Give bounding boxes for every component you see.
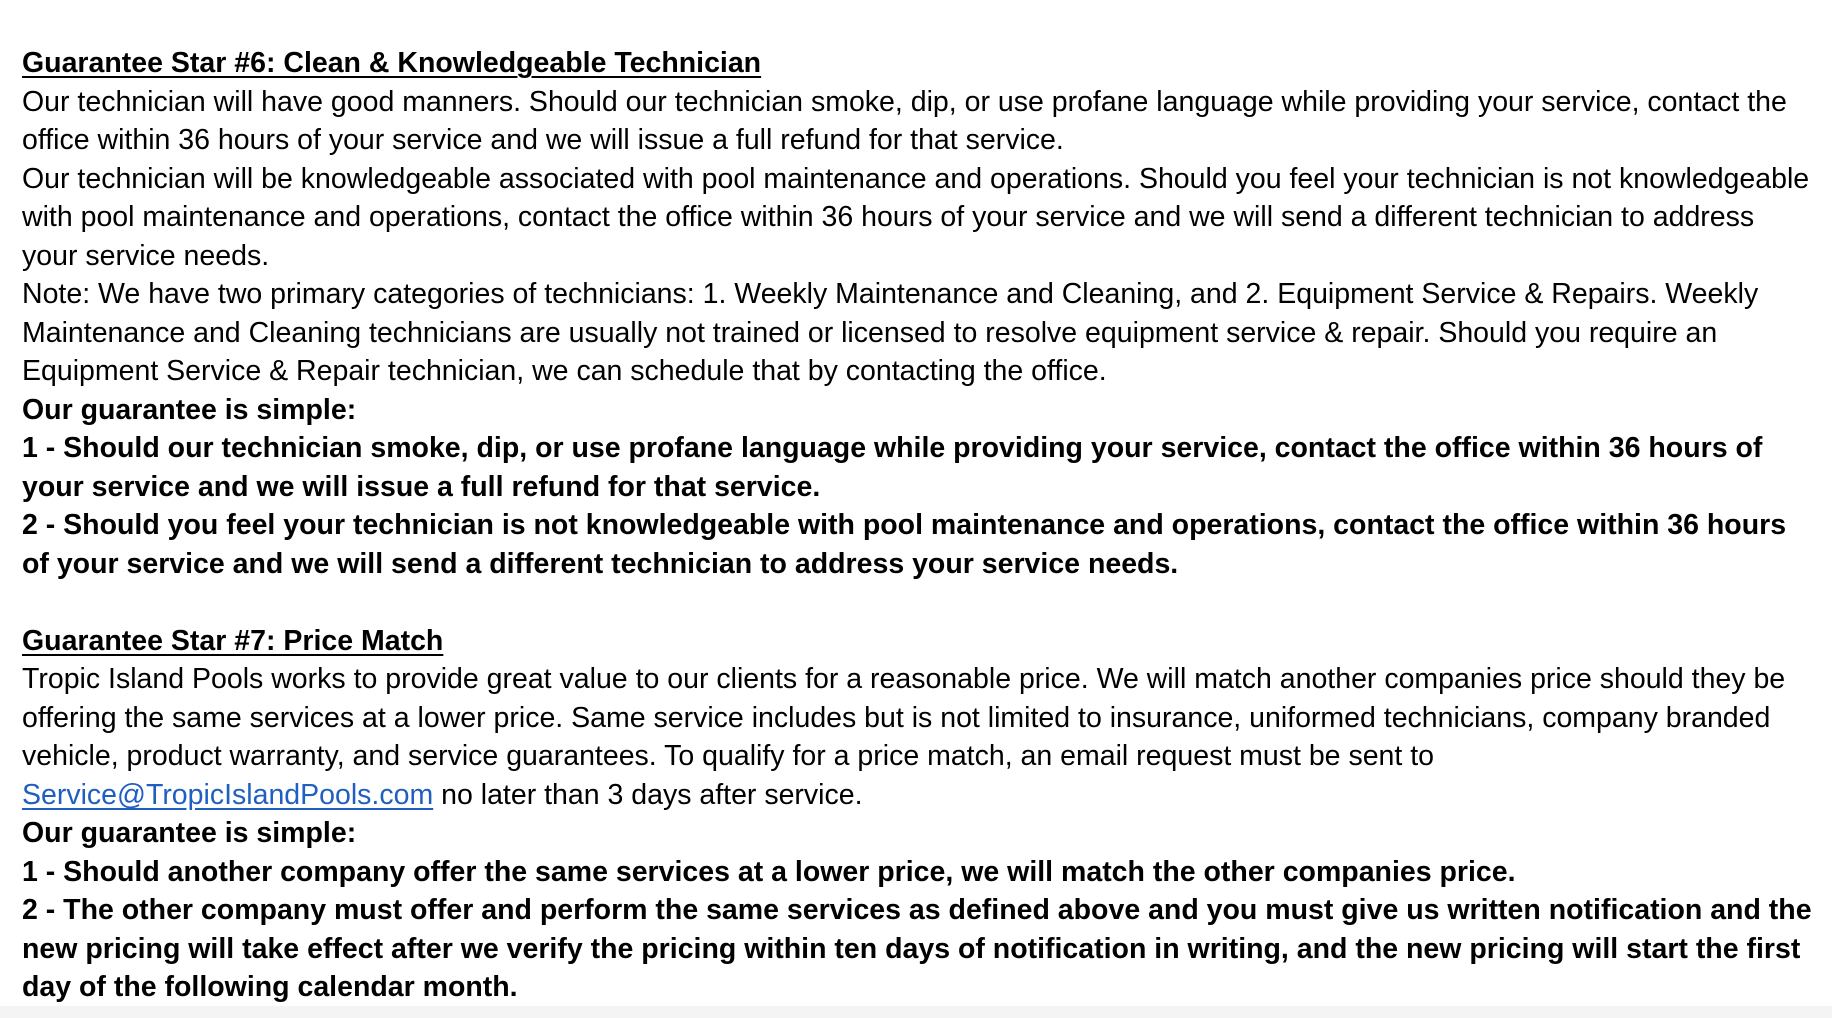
page-bottom-edge (0, 1006, 1832, 1018)
section-heading: Guarantee Star #6: Clean & Knowledgeable Technician (22, 47, 762, 79)
email-link[interactable]: Service@TropicIslandPools.com (22, 778, 434, 811)
guarantee-item: 1 - Should our technician smoke, dip, or use profane language while providing your service, contact the office within 36 hours of your service and we will issue a full refund for that service. (22, 432, 1763, 503)
guarantee-section-6 (22, 44, 1817, 583)
paragraph-text: Tropic Island Pools works to provide great value to our clients for a reasonable price. We will match another companies price should they be offering the same services at a lower price. Same service includes but is not limited to insurance, uniformed technicians, company branded vehicle, product warranty, and service guarantees. To qualify for a price match, an email request must be sent to (22, 663, 1786, 772)
paragraph: Note: We have two primary categories of technicians: 1. Weekly Maintenance and Cleaning, and 2. Equipment Service & Repairs. Weekly Maintenance and Cleaning technicians are usually not trained or licensed to resolve equipment service & repair. Should you require an Equipment Service & Repair technician, we can schedule that by contacting the office. (22, 278, 1759, 387)
guarantee-item: 2 - The other company must offer and perform the same services as defined above and you must give us written notification and the new pricing will take effect after we verify the pricing within ten days of notification in writing, and the new pricing will start the first day of the following calendar month. (22, 894, 1812, 1003)
paragraph-text: no later than 3 days after service. (441, 778, 863, 811)
guarantee-item: 2 - Should you feel your technician is not knowledgeable with pool maintenance and operations, contact the office within 36 hours of your service and we will send a different technician to address your service needs. (22, 509, 1787, 580)
guarantee-label: Our guarantee is simple: (22, 393, 357, 426)
document-page (22, 44, 1817, 1007)
section-heading: Guarantee Star #7: Price Match (22, 624, 444, 657)
paragraph (22, 660, 1817, 814)
guarantee-section-7 (22, 622, 1817, 1007)
guarantee-item: 1 - Should another company offer the same services at a lower price, we will match the other companies price. (22, 855, 1516, 888)
guarantee-label: Our guarantee is simple: (22, 817, 357, 849)
paragraph: Our technician will be knowledgeable associated with pool maintenance and operations. Should you feel your technician is not knowledgeable with pool maintenance and operations, contact the office within 36 hours of your service and we will send a different technician to address your service needs. (22, 162, 1810, 272)
paragraph: Our technician will have good manners. Should our technician smoke, dip, or use profane language while providing your service, contact the office within 36 hours of your service and we will issue a full refund for that service. (22, 85, 1787, 156)
